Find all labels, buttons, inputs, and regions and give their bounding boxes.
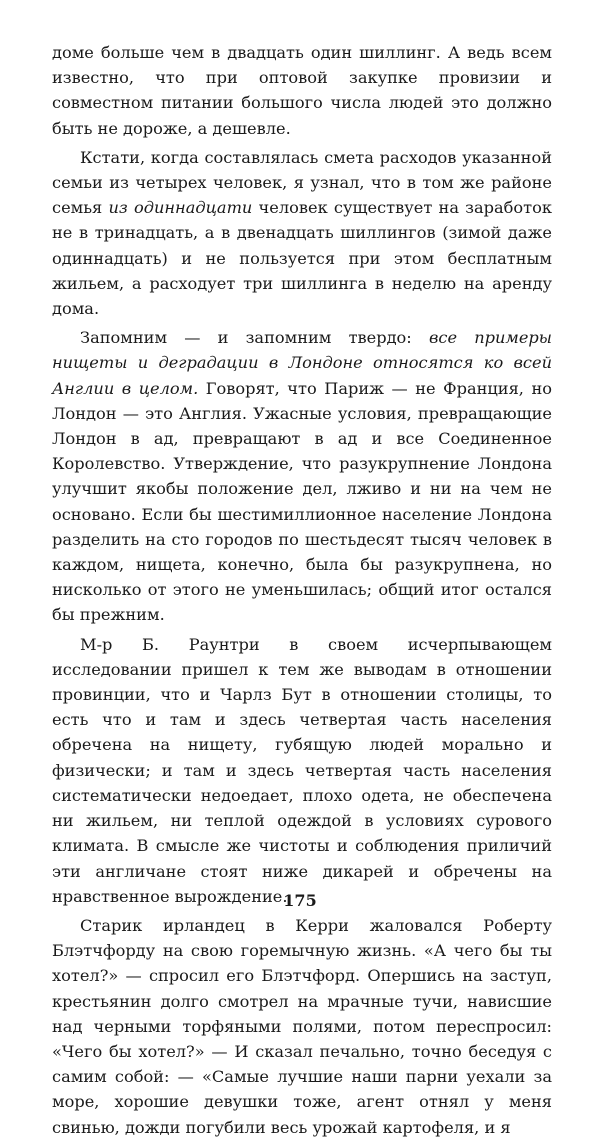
paragraph bbox=[52, 325, 552, 627]
text-run: доме больше чем в двадцать один шиллинг. А ведь всем известно, что при оптовой закупке провизии и совместном питании большого числа людей это должно быть не дороже, а дешевле. bbox=[52, 43, 552, 138]
page-number: 175 bbox=[283, 891, 317, 910]
text-run: Кстати, когда составлялась смета расходов указанной семьи из четырех человек, я узнал, что в том же районе семья bbox=[52, 147, 552, 218]
text-run: Говорят, что Париж — не Франция, но Лондон — это Англия. Ужасные условия, превращающие Лондон в ад, превращают в ад и все Соединенное Королевство. Утверждение, что разукрупнение Лондона улучшит якобы положение дел, лживо и ни на чем не основано. Если бы шестимиллионное население Лондона разделить на сто городов по шестьдесят тысяч человек в каждом, нищета, конечно, была бы разукрупнена, но нисколько от этого не уменьшилась; общий итог остался бы прежним. bbox=[52, 378, 552, 625]
paragraph bbox=[52, 913, 552, 1140]
book-page-text bbox=[52, 40, 552, 1140]
text-run: Запомним — и запомним твердо: bbox=[80, 328, 429, 348]
text-run: человек существует на заработок не в тринадцать, а в двенадцать шиллингов (зимой даже одиннадцать) и не пользуется при этом бесплатным жильем, а расходует три шиллинга в неделю на аренду дома. bbox=[52, 198, 552, 319]
italic-text-run: все примеры нищеты и деградации в Лондоне относятся ко всей Англии в целом. bbox=[52, 328, 552, 398]
paragraph bbox=[52, 145, 552, 321]
italic-text-run: из одиннадцати bbox=[108, 198, 253, 218]
text-run: Старик ирландец в Керри жаловался Роберту Блэтчфорду на свою горемычную жизнь. «А чего бы ты хотел?» — спросил его Блэтчфорд. Опершись на заступ, крестьянин долго смотрел на мрачные тучи, нависшие над черными торфяными полями, потом переспросил: «Чего бы хотел?» — И сказал печально, точно беседуя с самим собой: — «Самые лучшие наши парни уехали за море, хорошие девушки тоже, агент отнял у меня свинью, дожди погубили весь урожай картофеля, и я bbox=[52, 915, 552, 1137]
text-run: М-р Б. Раунтри в своем исчерпывающем исследовании пришел к тем же выводам в отношении провинции, что и Чарлз Бут в отношении столицы, то есть что и там и здесь четвертая часть населения обречена на нищету, губящую людей морально и физически; и там и здесь четвертая часть населения систематически недоедает, плохо одета, не обеспечена ни жильем, ни теплой одеждой в условиях сурового климата. В смысле же чистоты и соблюдения приличий эти англичане стоят ниже дикарей и обречены на нравственное вырождение. bbox=[52, 634, 552, 906]
paragraph bbox=[52, 40, 552, 141]
paragraph bbox=[52, 632, 552, 909]
